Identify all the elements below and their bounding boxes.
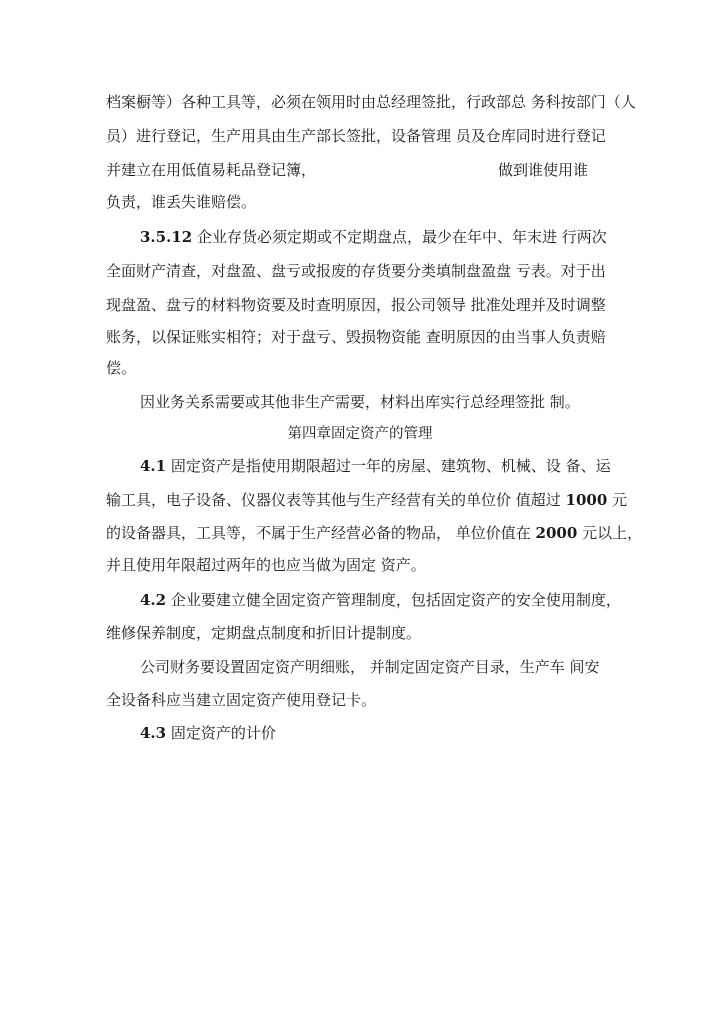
paragraph-2-line-3: 现盘盈、盘亏的材料物资要及时查明原因，报公司领导 批准处理并及时调整 — [106, 296, 606, 314]
value-1000: 1000 — [565, 491, 608, 509]
paragraph-1-line-3a: 并建立在用低值易耗品登记簿， — [106, 161, 317, 179]
paragraph-1-line-3b: 做到谁使用谁 — [498, 161, 589, 179]
paragraph-6-line-1: 公司财务要设置固定资产明细账， 并制定固定资产目录，生产车 间安 — [140, 658, 600, 676]
section-number-4-3: 4.3 — [140, 724, 167, 742]
paragraph-4-line-1-text: 固定资产是指使用期限超过一年的房屋、建筑物、机械、设 备、运 — [166, 457, 611, 475]
paragraph-4-line-1 — [140, 456, 611, 476]
paragraph-5-line-2: 维修保养制度，定期盘点制度和折旧计提制度。 — [106, 624, 422, 642]
paragraph-4-line-2 — [106, 490, 627, 510]
paragraph-4-line-3 — [106, 523, 642, 543]
section-number-4-1: 4.1 — [140, 457, 167, 475]
paragraph-2-line-4: 账务，以保证账实相符；对于盘亏、毁损物资能 查明原因的由当事人负责赔 — [106, 328, 606, 346]
paragraph-2-line-5: 偿。 — [106, 359, 137, 377]
paragraph-5-line-1 — [140, 590, 621, 610]
paragraph-2-line-1 — [140, 227, 607, 247]
chapter-heading: 第四章固定资产的管理 — [287, 426, 433, 442]
paragraph-7-line-1 — [140, 723, 276, 743]
section-number-4-2: 4.2 — [140, 591, 167, 609]
paragraph-1-line-1: 档案橱等）各种工具等，必须在领用时由总经理签批，行政部总 务科按部门（人 — [106, 93, 636, 111]
paragraph-1-line-2: 员）进行登记，生产用具由生产部长签批，设备管理 员及仓库同时进行登记 — [106, 127, 606, 145]
paragraph-4-line-2-text-a: 输工具，电子设备、仪器仪表等其他与生产经营有关的单位价 值超过 — [106, 491, 566, 509]
paragraph-3-line-1: 因业务关系需要或其他非生产需要，材料出库实行总经理签批 制。 — [140, 393, 580, 411]
paragraph-6-line-2: 全设备科应当建立固定资产使用登记卡。 — [106, 691, 377, 709]
paragraph-1-line-4: 负责，谁丢失谁赔偿。 — [106, 193, 257, 211]
paragraph-4-line-4: 并且使用年限超过两年的也应当做为固定 资产。 — [106, 556, 426, 574]
paragraph-2-line-2: 全面财产清查，对盘盈、盘亏或报废的存货要分类填制盘盈盘 亏表。对于出 — [106, 262, 606, 280]
paragraph-4-line-2-text-b: 元 — [607, 491, 628, 509]
paragraph-5-line-1-text: 企业要建立健全固定资产管理制度，包括固定资产的安全使用制度， — [166, 591, 621, 609]
section-number-3-5-12: 3.5.12 — [140, 228, 193, 246]
paragraph-4-line-3-text-b: 元以上， — [577, 524, 643, 542]
paragraph-4-line-3-text-a: 的设备器具，工具等，不属于生产经营必备的物品， 单位价值在 — [106, 524, 536, 542]
paragraph-7-line-1-text: 固定资产的计价 — [166, 724, 276, 742]
value-2000: 2000 — [535, 524, 578, 542]
paragraph-2-line-1-text: 企业存货必须定期或不定期盘点，最少在年中、年末进 行两次 — [192, 228, 607, 246]
